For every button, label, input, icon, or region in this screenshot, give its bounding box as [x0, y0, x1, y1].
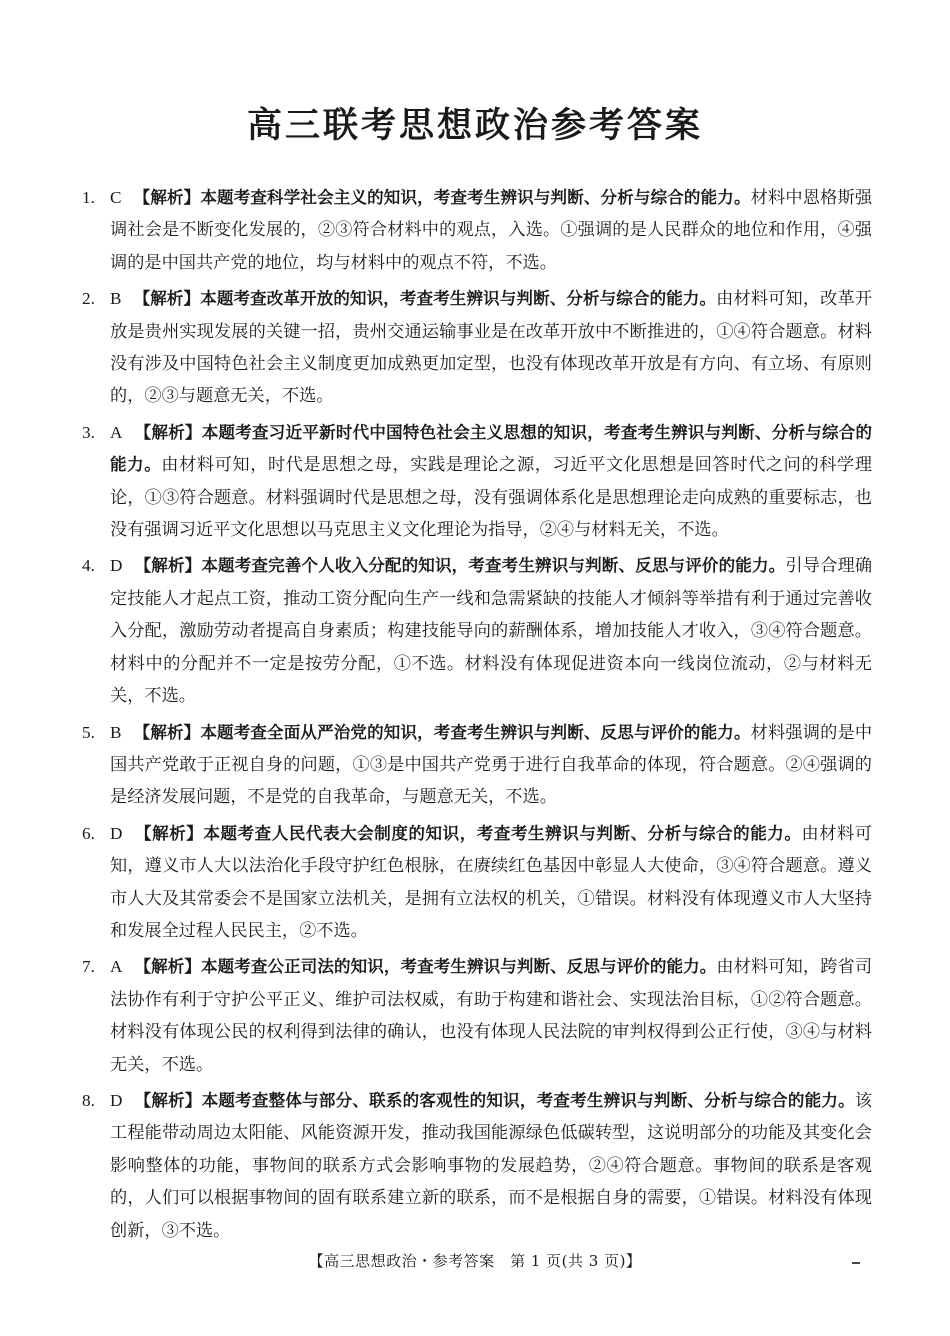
analysis-body: 该工程能带动周边太阳能、风能资源开发，推动我国能源绿色低碳转型，这说明部分的功能及其变化会影响整体的功能，事物间的联系方式会影响事物的发展趋势，②④符合题意。事物间的联系是客观的，人们可以根据事物间的固有联系建立新的联系，而不是根据自身的需要，①错误。材料没有体现创新，③不选。	[110, 1090, 873, 1241]
answer-list	[82, 182, 872, 1251]
page-footer: 【高三思想政治・参考答案 第 1 页(共 3 页)】	[308, 1252, 642, 1270]
answer-item-8	[82, 1085, 872, 1247]
page-title: 高三联考思想政治参考答案	[246, 106, 703, 146]
analysis-lead: 本题考查整体与部分、联系的客观性的知识，考查考生辨识与判断、分析与综合的能力。	[201, 1090, 855, 1110]
answer-number: 8.	[82, 1090, 95, 1110]
analysis-body: 引导合理确定技能人才起点工资，推动工资分配向生产一线和急需紧缺的技能人才倾斜等举措有利于通过完善收入分配，激励劳动者提高自身素质；构建技能导向的薪酬体系，增加技能人才收入，③④符合题意。材料中的分配并不一定是按劳分配，①不选。材料没有体现促进资本向一线岗位流动，②与材料无关，不选。	[110, 556, 873, 707]
analysis-label: 【解析】	[134, 422, 202, 442]
answer-number: 3.	[82, 422, 95, 442]
analysis-body: 由材料可知，时代是思想之母，实践是理论之源，习近平文化思想是回答时代之问的科学理论，①③符合题意。材料强调时代是思想之母，没有强调体系化是思想理论走向成熟的重要标志，也没有强调习近平文化思想以马克思主义文化理论为指导，②④与材料无关，不选。	[110, 455, 873, 541]
analysis-body: 由材料可知，跨省司法协作有利于守护公平正义、维护司法权威，有助于构建和谐社会、实现法治目标，①②符合题意。材料没有体现公民的权利得到法律的确认，也没有体现人民法院的审判权得到公正行使，③④与材料无关，不选。	[110, 957, 873, 1075]
answer-choice: B	[110, 289, 122, 309]
analysis-body: 材料强调的是中国共产党敢于正视自身的问题，①③是中国共产党勇于进行自我革命的体现，符合题意。②④强调的是经济发展问题，不是党的自我革命，与题意无关，不选。	[110, 722, 873, 808]
analysis-label: 【解析】	[134, 823, 204, 843]
analysis-lead: 本题考查完善个人收入分配的知识，考查考生辨识与判断、反思与评价的能力。	[201, 556, 786, 576]
answer-item-6	[82, 818, 872, 948]
answer-choice: C	[110, 188, 122, 207]
answer-number: 5.	[82, 722, 95, 742]
analysis-label: 【解析】	[133, 289, 201, 309]
analysis-lead: 本题考查全面从严治党的知识，考查考生辨识与判断、反思与评价的能力。	[200, 722, 751, 742]
analysis-label: 【解析】	[134, 1090, 202, 1110]
answer-number: 6.	[82, 823, 95, 843]
analysis-lead: 本题考查人民代表大会制度的知识，考查考生辨识与判断、分析与综合的能力。	[203, 823, 802, 843]
answer-number: 7.	[82, 957, 95, 977]
answer-choice: D	[110, 556, 123, 576]
answer-item-2	[82, 283, 872, 413]
analysis-label: 【解析】	[133, 188, 201, 207]
answer-item-5	[82, 717, 872, 814]
answer-number: 4.	[82, 556, 95, 576]
answer-number: 2.	[82, 289, 95, 309]
analysis-lead: 本题考查改革开放的知识，考查考生辨识与判断、分析与综合的能力。	[200, 289, 717, 309]
answer-item-4	[82, 550, 872, 712]
analysis-lead: 本题考查科学社会主义的知识，考查考生辨识与判断、分析与综合的能力。	[200, 188, 751, 207]
analysis-label: 【解析】	[134, 556, 202, 576]
analysis-label: 【解析】	[134, 957, 202, 977]
analysis-lead: 本题考查习近平新时代中国特色社会主义思想的知识，考查考生辨识与判断、分析与综合的能力。	[110, 422, 873, 475]
analysis-body: 由材料可知，遵义市人大以法治化手段守护红色根脉，在赓续红色基因中彰显人大使命，③④符合题意。遵义市人大及其常委会不是国家立法机关，是拥有立法权的机关，①错误。材料没有体现遵义市人大坚持和发展全过程人民民主，②不选。	[110, 823, 873, 941]
answer-item-1	[82, 182, 872, 279]
analysis-lead: 本题考查公正司法的知识，考查考生辨识与判断、反思与评价的能力。	[201, 957, 717, 977]
analysis-body: 材料中恩格斯强调社会是不断变化发展的，②③符合材料中的观点，入选。①强调的是人民群众的地位和作用，④强调的是中国共产党的地位，均与材料中的观点不符，不选。	[110, 188, 873, 273]
answer-number: 1.	[82, 188, 95, 207]
answer-choice: B	[110, 722, 122, 742]
answer-choice: A	[110, 422, 123, 442]
answer-choice: D	[110, 1090, 123, 1110]
answer-item-3	[82, 417, 872, 547]
corner-mark	[852, 1262, 860, 1264]
analysis-body: 由材料可知，改革开放是贵州实现发展的关键一招，贵州交通运输事业是在改革开放中不断推进的，①④符合题意。材料没有涉及中国特色社会主义制度更加成熟更加定型，也没有体现改革开放是有方向、有立场、有原则的，②③与题意无关，不选。	[110, 289, 873, 407]
answer-item-7	[82, 951, 872, 1081]
answer-choice: D	[110, 823, 123, 843]
answer-choice: A	[110, 957, 123, 977]
analysis-label: 【解析】	[133, 722, 201, 742]
